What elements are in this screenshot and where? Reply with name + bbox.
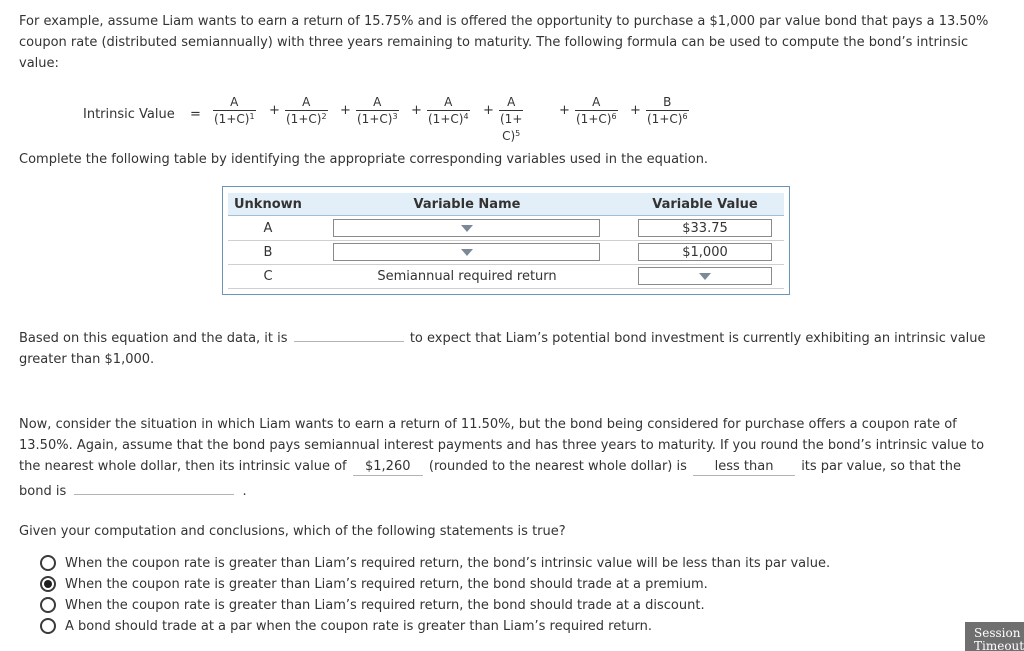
comparison-answer-dropdown[interactable]: less than [693,458,795,476]
option-4[interactable] [40,617,652,635]
variable-name-dropdown-b[interactable] [333,243,600,261]
header-variable-value: Variable Value [652,196,758,212]
formula-label: Intrinsic Value [83,107,175,122]
formula-equals: = [190,107,201,122]
intro-line-2: coupon rate (distributed semiannually) with three years remaining to maturity. The following formula can be used to compute the bond’s intrinsic [19,35,969,50]
q2-line-3b: (rounded to the nearest whole dollar) is [428,459,687,474]
q1-text-line-2: greater than $1,000. [19,352,155,367]
unknown-cell: B [263,244,273,260]
formula-plus: + [559,103,570,118]
value-cell [638,216,772,240]
header-unknown: Unknown [234,196,302,212]
formula-term: $\frac{A}{(1+ C)^5}$ [500,95,523,143]
chevron-down-icon [461,225,473,232]
formula-term: $\frac{A}{(1+C)^1}$ [214,95,255,126]
table-header-row [228,193,784,216]
chevron-down-icon [461,249,473,256]
formula-term: $\frac{A}{(1+C)^3}$ [357,95,398,126]
radio-button-4[interactable] [40,618,56,634]
table-instruction: Complete the following table by identifying the appropriate corresponding variables used in the equation. [19,152,709,167]
question-1 [19,324,986,370]
table-row [228,216,784,241]
q2-line-2: 13.50%. Again, assume that the bond pays semiannual interest payments and has three years to maturity. If you round the bond’s intrinsic value to [19,438,985,453]
session-label-2: Timeout [974,639,1024,651]
q2-line-4a: bond is [19,484,67,499]
header-variable-name: Variable Name [413,196,521,212]
unknown-cell: A [263,220,273,236]
formula-term: $\frac{B}{(1+C)^6}$ [647,95,688,126]
option-1[interactable] [40,554,830,572]
option-2[interactable] [40,575,708,593]
unknown-cell: C [263,268,273,284]
formula-plus: + [483,103,494,118]
formula-term: $\frac{A}{(1+C)^2}$ [286,95,327,126]
intro-line-3: value: [19,56,59,71]
variable-name-dropdown-a[interactable] [333,219,600,237]
intro-paragraph [19,11,988,74]
formula-plus: + [340,103,351,118]
option-label: When the coupon rate is greater than Liam’s required return, the bond’s intrinsic value will be less than its par value. [65,555,831,571]
radio-button-2[interactable] [40,576,56,592]
q2-line-3a: the nearest whole dollar, then its intrinsic value of [19,459,347,474]
variables-table [222,186,790,295]
variable-value-b: $1,000 [638,243,772,261]
radio-button-1[interactable] [40,555,56,571]
q1-text-after: to expect that Liam’s potential bond investment is currently exhibiting an intrinsic value [409,331,986,346]
formula-plus: + [630,103,641,118]
question-3-prompt: Given your computation and conclusions, which of the following statements is true? [19,524,566,539]
q1-text-before: Based on this equation and the data, it is [19,331,288,346]
q1-answer-dropdown[interactable] [294,324,404,342]
value-cell [638,240,772,264]
session-label-1: Session [974,626,1021,640]
option-3[interactable] [40,596,705,614]
q2-line-1: Now, consider the situation in which Liam wants to earn a return of 11.50%, but the bond being considered for purchase offers a coupon rate of [19,417,957,432]
intrinsic-value-answer[interactable]: $1,260 [353,458,423,476]
variable-value-a: $33.75 [638,219,772,237]
intro-line-1: For example, assume Liam wants to earn a return of 15.75% and is offered the opportunity to purchase a $1,000 par value bond that pays a 13.50% [19,14,989,29]
option-label: A bond should trade at a par when the coupon rate is greater than Liam’s required return. [65,618,653,634]
variable-value-dropdown-c[interactable] [638,267,772,285]
formula-plus: + [411,103,422,118]
variable-name-c: Semiannual required return [377,268,557,284]
chevron-down-icon [699,273,711,280]
formula-plus: + [269,103,280,118]
q2-line-3c: its par value, so that the [801,459,961,474]
radio-button-3[interactable] [40,597,56,613]
option-label: When the coupon rate is greater than Liam’s required return, the bond should trade at a discount. [65,597,705,613]
formula-term: $\frac{A}{(1+C)^4}$ [428,95,469,126]
table-row [228,264,784,289]
table-row [228,240,784,265]
formula-term: $\frac{A}{(1+C)^6}$ [576,95,617,126]
question-2 [19,414,984,502]
session-timeout-button[interactable] [965,622,1024,651]
option-label: When the coupon rate is greater than Liam’s required return, the bond should trade at a premium. [65,576,708,592]
bond-status-answer-dropdown[interactable] [74,477,234,495]
q2-line-4b: . [242,484,247,499]
